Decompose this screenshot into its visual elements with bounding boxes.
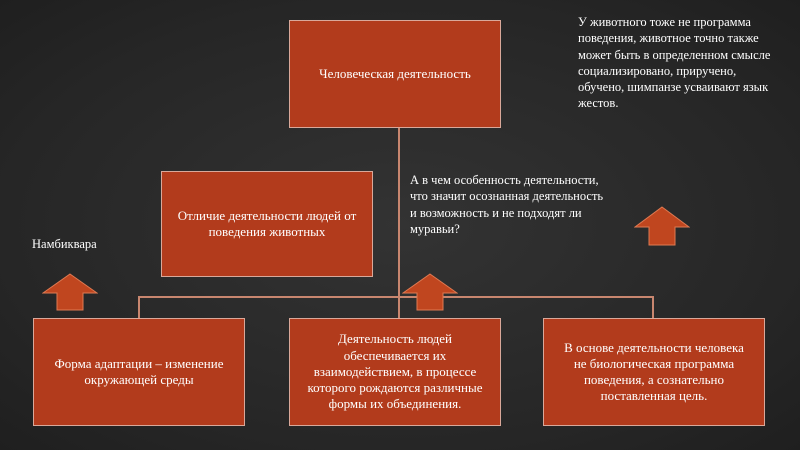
box-difference-label: Отличие деятельности людей от поведения животных [177,207,357,239]
box-human-activity-label: Человеческая деятельность [319,65,471,81]
box-human-activity [289,20,501,128]
box-difference [161,171,373,277]
connector-horizontal [138,296,653,298]
arrow-up-left-icon [42,273,98,311]
box-goal [543,318,765,426]
connector-drop-left [138,296,140,318]
box-adaptation-label: Форма адаптации – изменение окружающей среды [54,355,224,387]
box-interaction [289,318,501,426]
box-interaction-label: Деятельность людей обеспечивается их взаимодействием, в процессе которого рождаются различные формы их объединения. [307,331,483,412]
arrow-up-right-icon [634,206,690,246]
arrow-up-center-icon [402,273,458,311]
box-goal-label: В основе деятельности человека не биологическая программа поведения, а сознательно поставленная цель. [564,339,744,404]
note-question-ants: А в чем особенность деятельности, что значит осознанная деятельность и возможность и не подходят ли муравьи? [410,173,604,236]
note-animal-socialization: У животного тоже не программа поведения, животное точно также может быть в определенном смысле социализировано, приручено, обучено, шимпанзе усваивают язык жестов. [578,15,771,111]
connector-drop-right [652,296,654,318]
connector-vertical-main [398,127,400,297]
connector-drop-center [398,296,400,318]
note-nambikwara: Намбиквара [32,237,97,251]
box-adaptation [33,318,245,426]
